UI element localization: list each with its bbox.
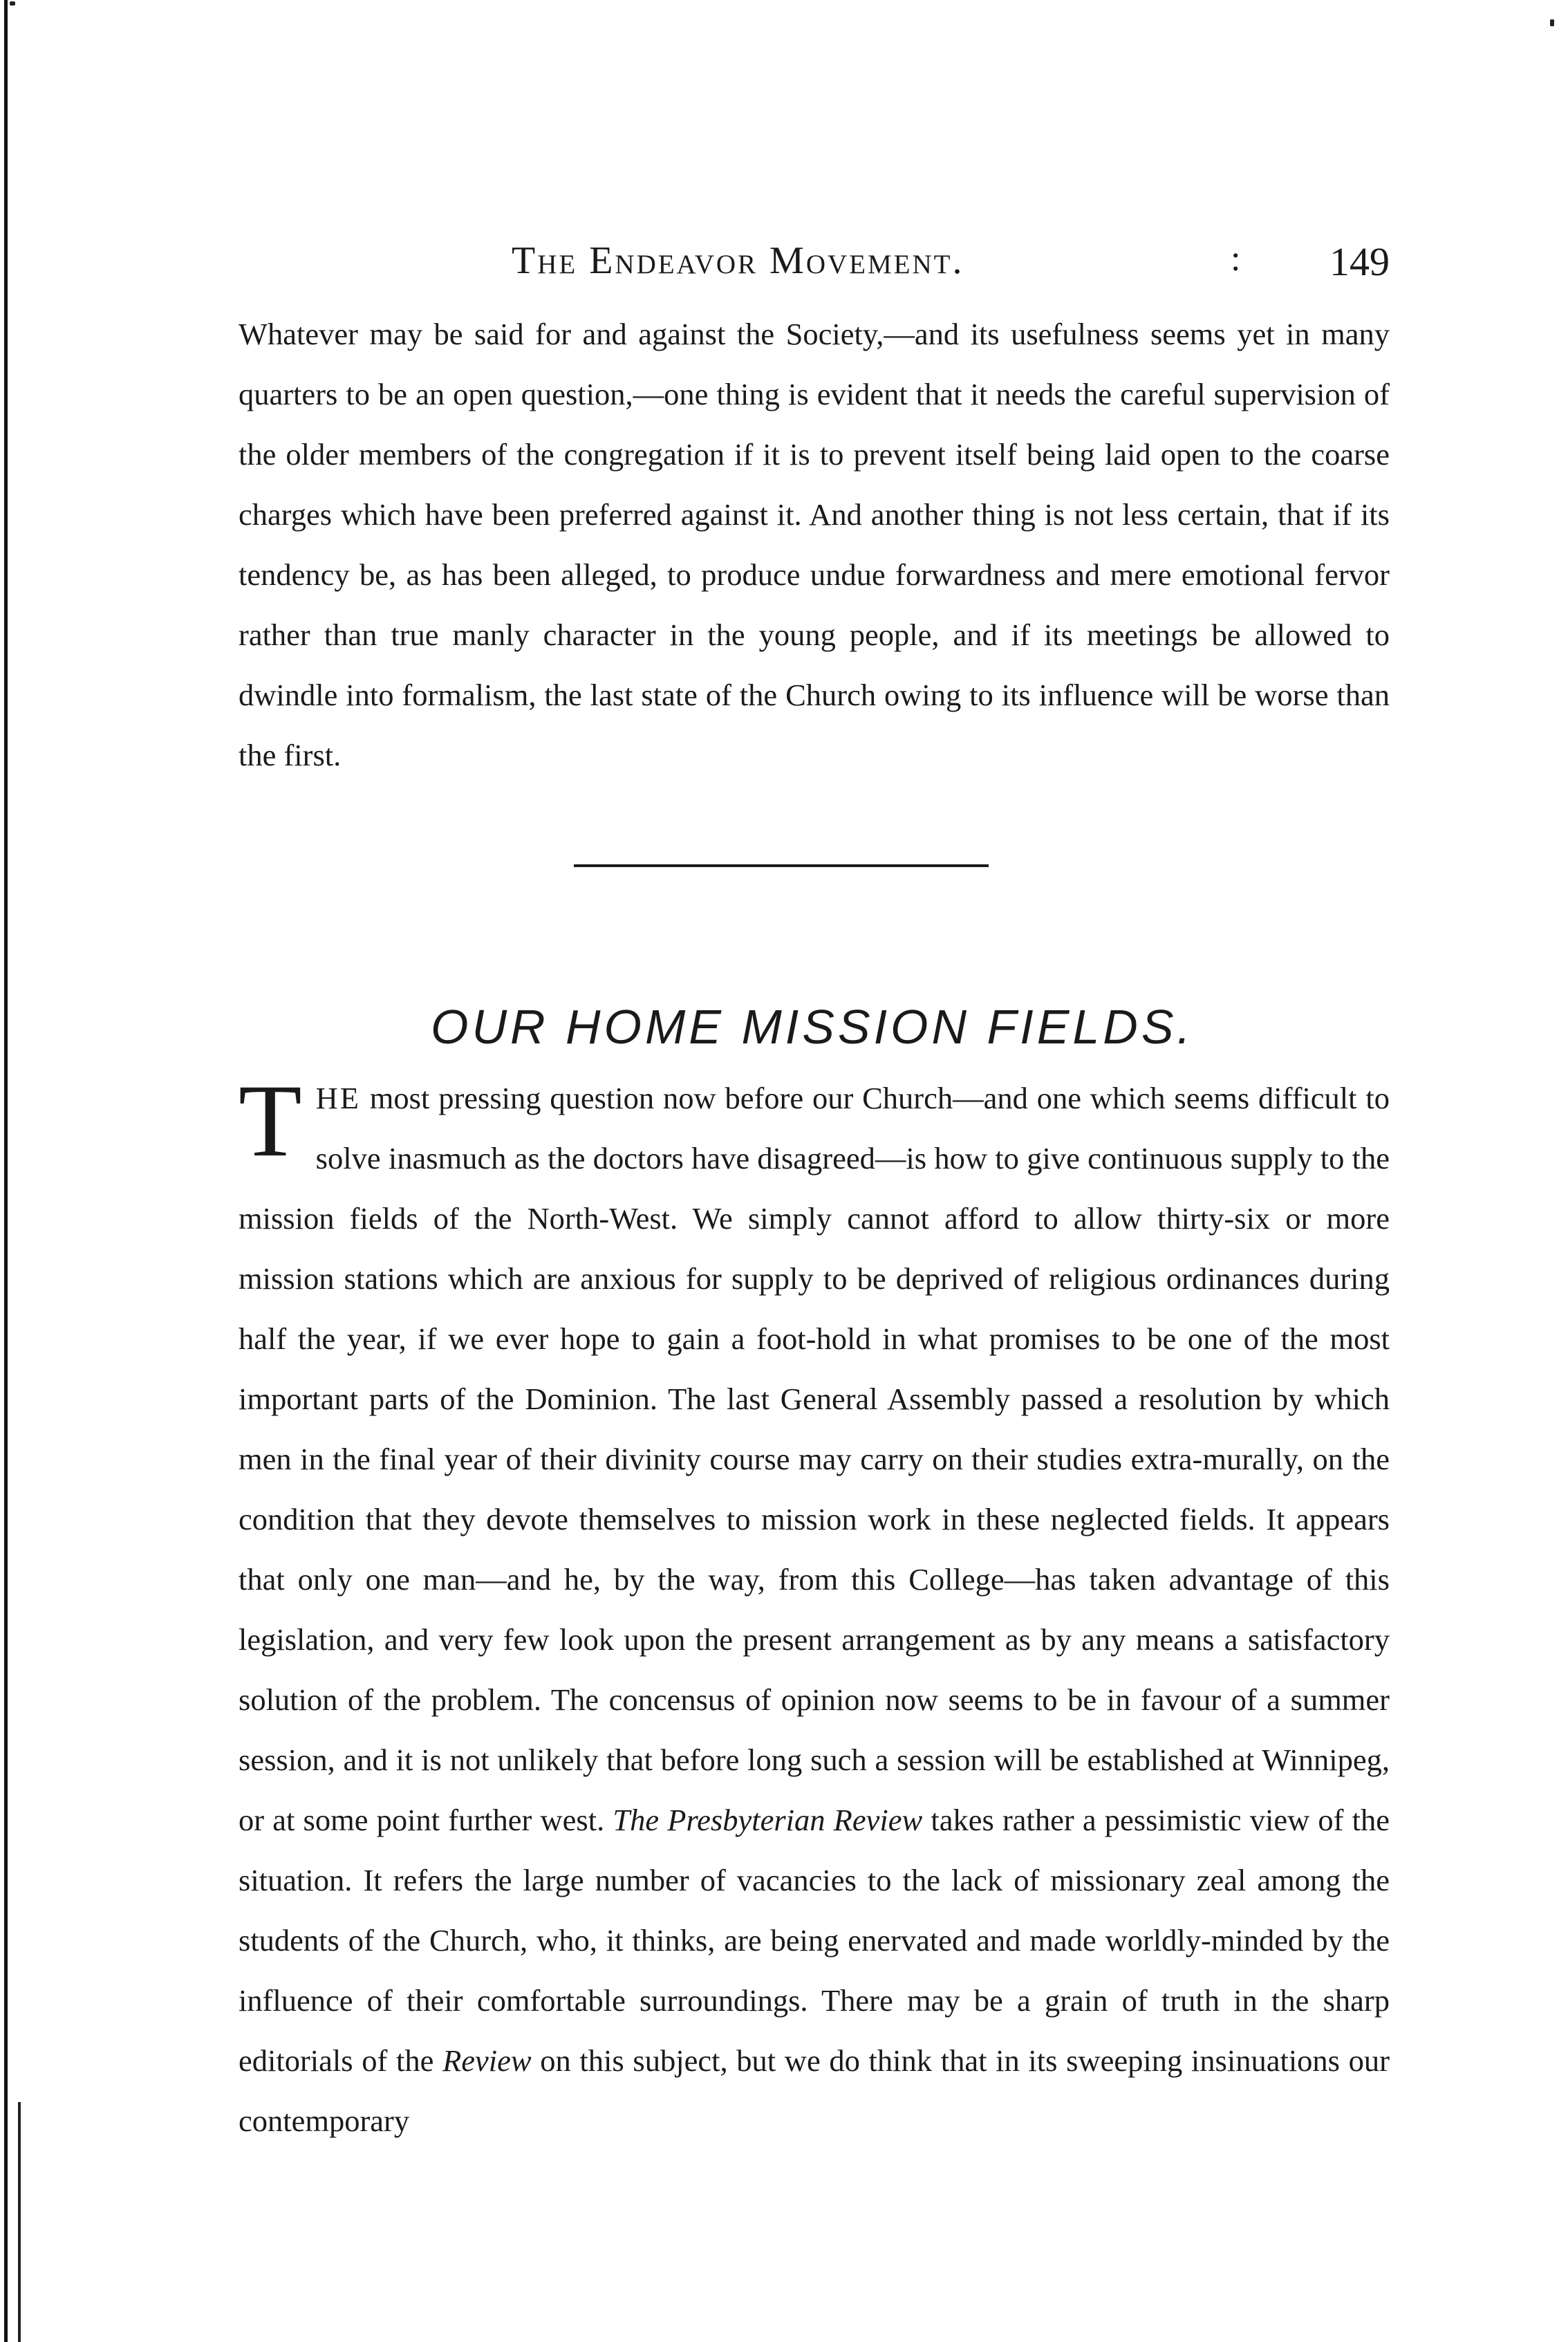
publication-short-title: Review	[442, 2043, 532, 2078]
ink-speck	[10, 1, 15, 6]
publication-title: The Presbyterian Review	[613, 1803, 923, 1837]
drop-cap: T	[239, 1063, 302, 1178]
paragraph-text-part-2: takes rather a pessimistic view of the situation. It refers the large number of vacancies to the lack of missionary zeal among the students of the Church, who, it thinks, are being enervated and made worldly-minded by the influence of their comfortable surroundings. There may be a grain of truth in the sharp editorials of the	[239, 1803, 1390, 2078]
page-number: 149	[1329, 239, 1390, 284]
ink-speck	[1550, 19, 1554, 26]
running-head	[235, 239, 1390, 294]
running-title: The Endeavor Movement.	[512, 239, 964, 282]
paragraph-text-part-3: on this subject, but we do think that in its sweeping insinuations our contemporary	[239, 2043, 1390, 2138]
opening-small-caps: HE	[315, 1081, 361, 1115]
section-divider	[574, 864, 989, 867]
section-heading: OUR HOME MISSION FIELDS.	[431, 1000, 1194, 1054]
paragraph-text-part-1: most pressing question now before our Church—and one which seems difficult to solve inasmuch as the doctors have disagreed—is how to give continuous supply to the mission fields of the North-West. We simply cannot afford to allow thirty-six or more mission stations which are anxious for supply to be deprived of religious ordinances during half the year, if we ever hope to gain a foot-hold in what promises to be one of the most important parts of the Dominion. The last General Assembly passed a resolution by which men in the final year of their divinity course may carry on their studies extra-murally, on the condition that they devote themselves to mission work in these neglected fields. It appears that only one man—and he, by the way, from this College—has taken advantage of this legislation, and very few look upon the present arrangement as by any means a satisfactory solution of the problem. The concensus of opinion now seems to be in favour of a summer session, and it is not unlikely that before long such a session will be established at Winnipeg, or at some point further west.	[239, 1081, 1390, 1837]
running-colon: :	[1231, 239, 1241, 279]
page-edge-rule	[4, 0, 8, 2342]
page-edge-rule-lower	[18, 2102, 21, 2342]
body-paragraph-1: Whatever may be said for and against the Society,—and its usefulness seems yet in many quarters to be an open question,—one thing is evident that it needs the careful supervision of the older members of the congregation if it is to prevent itself being laid open to the coarse charges which have been preferred against it. And another thing is not less certain, that if its tendency be, as has been alleged, to produce undue forwardness and mere emotional fervor rather than true manly character in the young people, and if its meetings be allowed to dwindle into formalism, the last state of the Church owing to its influence will be worse than the first.	[239, 317, 1390, 772]
body-paragraph-2	[239, 1063, 1390, 2151]
